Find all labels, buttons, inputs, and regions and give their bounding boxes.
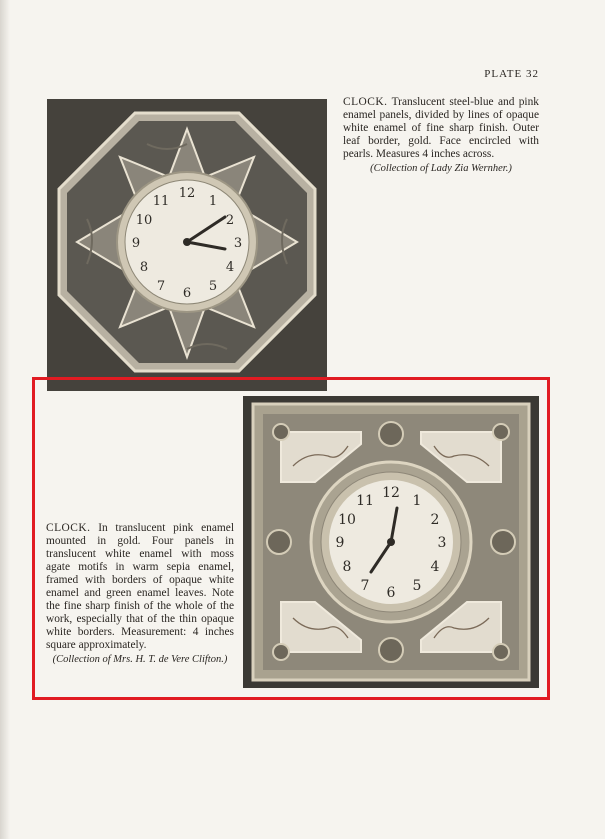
numeral: 3 [437,535,447,551]
numeral: 6 [386,585,396,601]
page-gutter-shadow [0,0,10,839]
plate-number: PLATE 32 [484,68,539,80]
numeral: 11 [152,194,170,209]
caption-label: CLOCK. [46,522,91,534]
numeral: 7 [156,279,166,294]
numeral: 8 [342,559,352,575]
numeral: 10 [338,512,356,528]
caption-label: CLOCK. [343,96,388,108]
numeral: 8 [139,260,149,275]
numeral: 7 [360,578,370,594]
numeral: 12 [382,485,400,501]
numeral: 5 [208,279,218,294]
caption-text: Translucent steel-blue and pink enamel panels, divided by lines of opaque white enamel of fine sharp finish. Outer leaf border, gold. Face encircled with pearls. Measures 4 inches across. [343,96,539,160]
collection-credit: (Collection of Lady Zia Wernher.) [370,163,512,174]
photo-octagonal-clock [47,99,327,391]
photo-square-clock [243,396,539,688]
numeral: 3 [233,236,243,251]
numeral: 12 [178,186,196,201]
collection-credit: (Collection of Mrs. H. T. de Vere Clifton.) [52,654,228,665]
numeral: 5 [412,578,422,594]
numeral: 4 [430,559,440,575]
numeral: 2 [430,512,440,528]
numeral: 9 [335,535,345,551]
numeral: 1 [412,493,422,509]
numeral: 4 [225,260,235,275]
numeral: 2 [225,213,235,228]
caption-text: In translucent pink enamel mounted in gold. Four panels in translucent white enamel with moss agate motifs in warm sepia enamel, framed with borders of opaque white enamel and green enamel leaves. Note the fine sharp finish of the whole of the work, especially that of the thin opaque white borders. Measurement: 4 inches square approximately. [46,522,234,651]
octagonal-clock-image [47,99,327,391]
numeral: 9 [131,236,141,251]
caption-octagonal-clock [343,96,539,175]
caption-square-clock [46,522,234,666]
numeral: 11 [356,493,374,509]
numeral: 6 [182,286,192,301]
numeral: 1 [208,194,218,209]
square-clock-image [243,396,539,688]
numeral: 10 [135,213,153,228]
